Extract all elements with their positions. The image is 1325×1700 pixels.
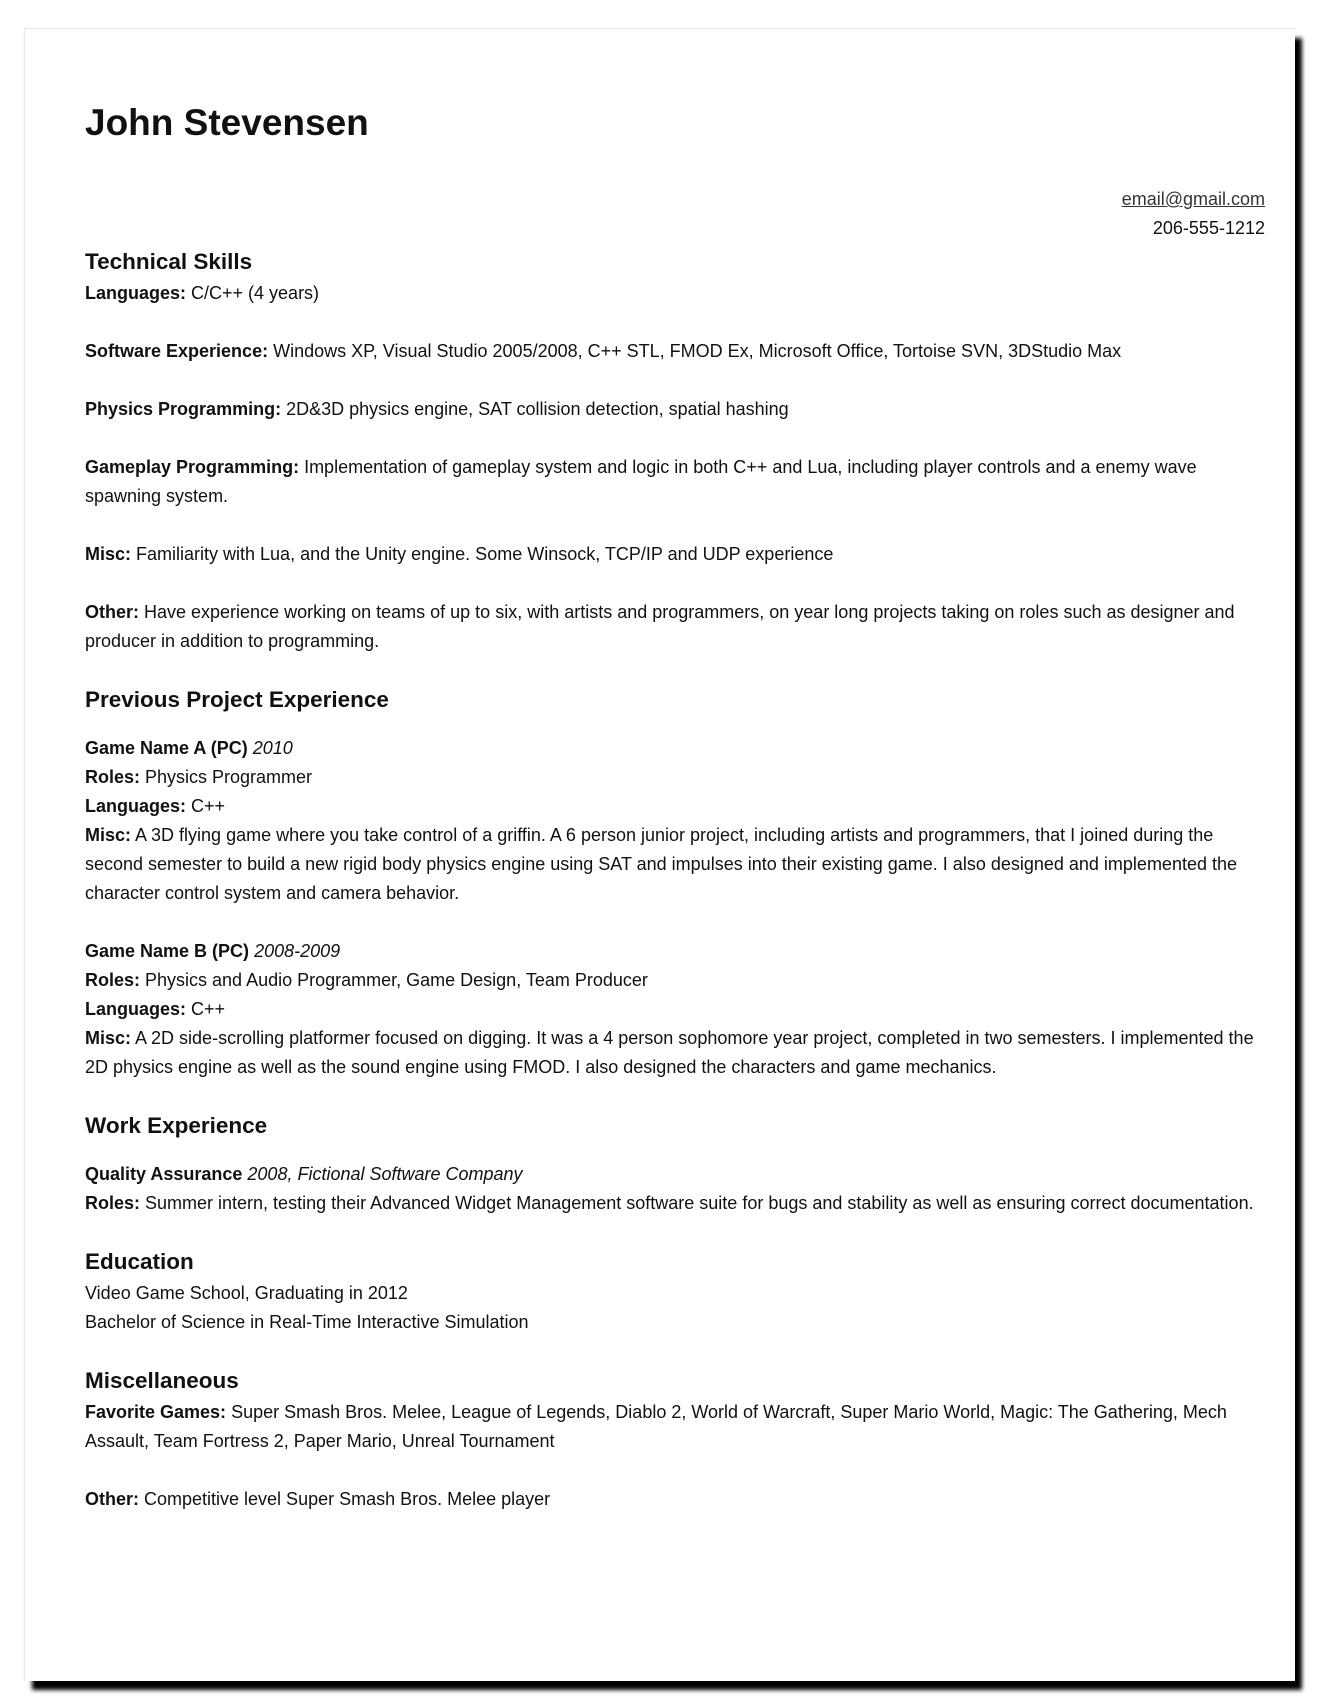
misc-label: Misc: — [85, 1028, 132, 1048]
misc-label: Misc: — [85, 825, 132, 845]
skill-text: C/C++ (4 years) — [186, 283, 320, 303]
contact-block — [1122, 185, 1265, 243]
project-year: 2008-2009 — [249, 941, 341, 961]
work-roles — [85, 1189, 1265, 1218]
skill-label: Other: — [85, 602, 139, 622]
resume-page — [24, 28, 1295, 1681]
resume-body — [85, 245, 1265, 1514]
skill-text: Windows XP, Visual Studio 2005/2008, C++ STL, FMOD Ex, Microsoft Office, Tortoise SVN, 3DStudio Max — [268, 341, 1122, 361]
work-title-line — [85, 1160, 1265, 1189]
skill-item — [85, 598, 1265, 656]
skill-text: Familiarity with Lua, and the Unity engine. Some Winsock, TCP/IP and UDP experience — [131, 544, 834, 564]
project-roles — [85, 763, 1265, 792]
favorite-games — [85, 1398, 1265, 1456]
other-label: Other: — [85, 1489, 139, 1509]
skill-label: Physics Programming: — [85, 399, 282, 419]
section-heading-technical-skills: Technical Skills — [85, 249, 253, 274]
favorites-label: Favorite Games: — [85, 1402, 227, 1422]
roles-label: Roles: — [85, 767, 141, 787]
skill-label: Languages: — [85, 283, 187, 303]
other-text: Competitive level Super Smash Bros. Melee player — [139, 1489, 551, 1509]
project-title-line — [85, 734, 1265, 763]
project-title: Game Name B (PC) — [85, 941, 250, 961]
skill-item — [85, 279, 1265, 308]
resume-name: John Stevensen — [85, 102, 369, 143]
phone-number: 206-555-1212 — [1152, 218, 1265, 238]
roles-label: Roles: — [85, 1193, 141, 1213]
skill-item — [85, 453, 1265, 511]
roles-label: Roles: — [85, 970, 141, 990]
project-misc — [85, 821, 1265, 908]
project-title: Game Name A (PC) — [85, 738, 248, 758]
project-title-line — [85, 937, 1265, 966]
skill-item — [85, 337, 1265, 366]
misc-other — [85, 1485, 1265, 1514]
email-link[interactable]: email@gmail.com — [1121, 189, 1265, 209]
skill-text: 2D&3D physics engine, SAT collision detection, spatial hashing — [281, 399, 789, 419]
roles-text: Physics Programmer — [140, 767, 313, 787]
languages-label: Languages: — [85, 796, 187, 816]
work-title: Quality Assurance — [85, 1164, 243, 1184]
skill-item — [85, 395, 1265, 424]
favorites-text: Super Smash Bros. Melee, League of Legends, Diablo 2, World of Warcraft, Super Mario World, Magic: The Gathering, Mech Assault, Team Fortress 2, Paper Mario, Unreal Tournament — [85, 1402, 1227, 1451]
skill-label: Misc: — [85, 544, 132, 564]
misc-text: A 2D side-scrolling platformer focused on digging. It was a 4 person sophomore year project, completed in two semesters. I implemented the 2D physics engine as well as the sound engine using FMOD. I also designed the characters and game mechanics. — [85, 1028, 1254, 1077]
roles-text: Summer intern, testing their Advanced Widget Management software suite for bugs and stability as well as ensuring correct documentation. — [140, 1193, 1254, 1213]
project-languages — [85, 792, 1265, 821]
skill-label: Gameplay Programming: — [85, 457, 300, 477]
roles-text: Physics and Audio Programmer, Game Design, Team Producer — [140, 970, 648, 990]
skill-label: Software Experience: — [85, 341, 269, 361]
education-degree: Bachelor of Science in Real-Time Interactive Simulation — [85, 1312, 529, 1332]
languages-text: C++ — [186, 796, 226, 816]
section-heading-projects: Previous Project Experience — [85, 687, 389, 712]
languages-text: C++ — [186, 999, 226, 1019]
skill-text: Have experience working on teams of up to six, with artists and programmers, on year long projects taking on roles such as designer and producer in addition to programming. — [85, 602, 1235, 651]
skill-text: Implementation of gameplay system and logic in both C++ and Lua, including player controls and a enemy wave spawning system. — [85, 457, 1197, 506]
project-misc — [85, 1024, 1265, 1082]
misc-text: A 3D flying game where you take control of a griffin. A 6 person junior project, including artists and programmers, that I joined during the second semester to build a new rigid body physics engine using SAT and impulses into their existing game. I also designed and implemented the character control system and camera behavior. — [85, 825, 1237, 903]
section-heading-misc: Miscellaneous — [85, 1368, 239, 1393]
project-roles — [85, 966, 1265, 995]
project-languages — [85, 995, 1265, 1024]
section-heading-work: Work Experience — [85, 1113, 268, 1138]
work-detail: 2008, Fictional Software Company — [242, 1164, 523, 1184]
project-year: 2010 — [247, 738, 293, 758]
section-heading-education: Education — [85, 1249, 194, 1274]
education-school: Video Game School, Graduating in 2012 — [85, 1283, 408, 1303]
skill-item — [85, 540, 1265, 569]
languages-label: Languages: — [85, 999, 187, 1019]
